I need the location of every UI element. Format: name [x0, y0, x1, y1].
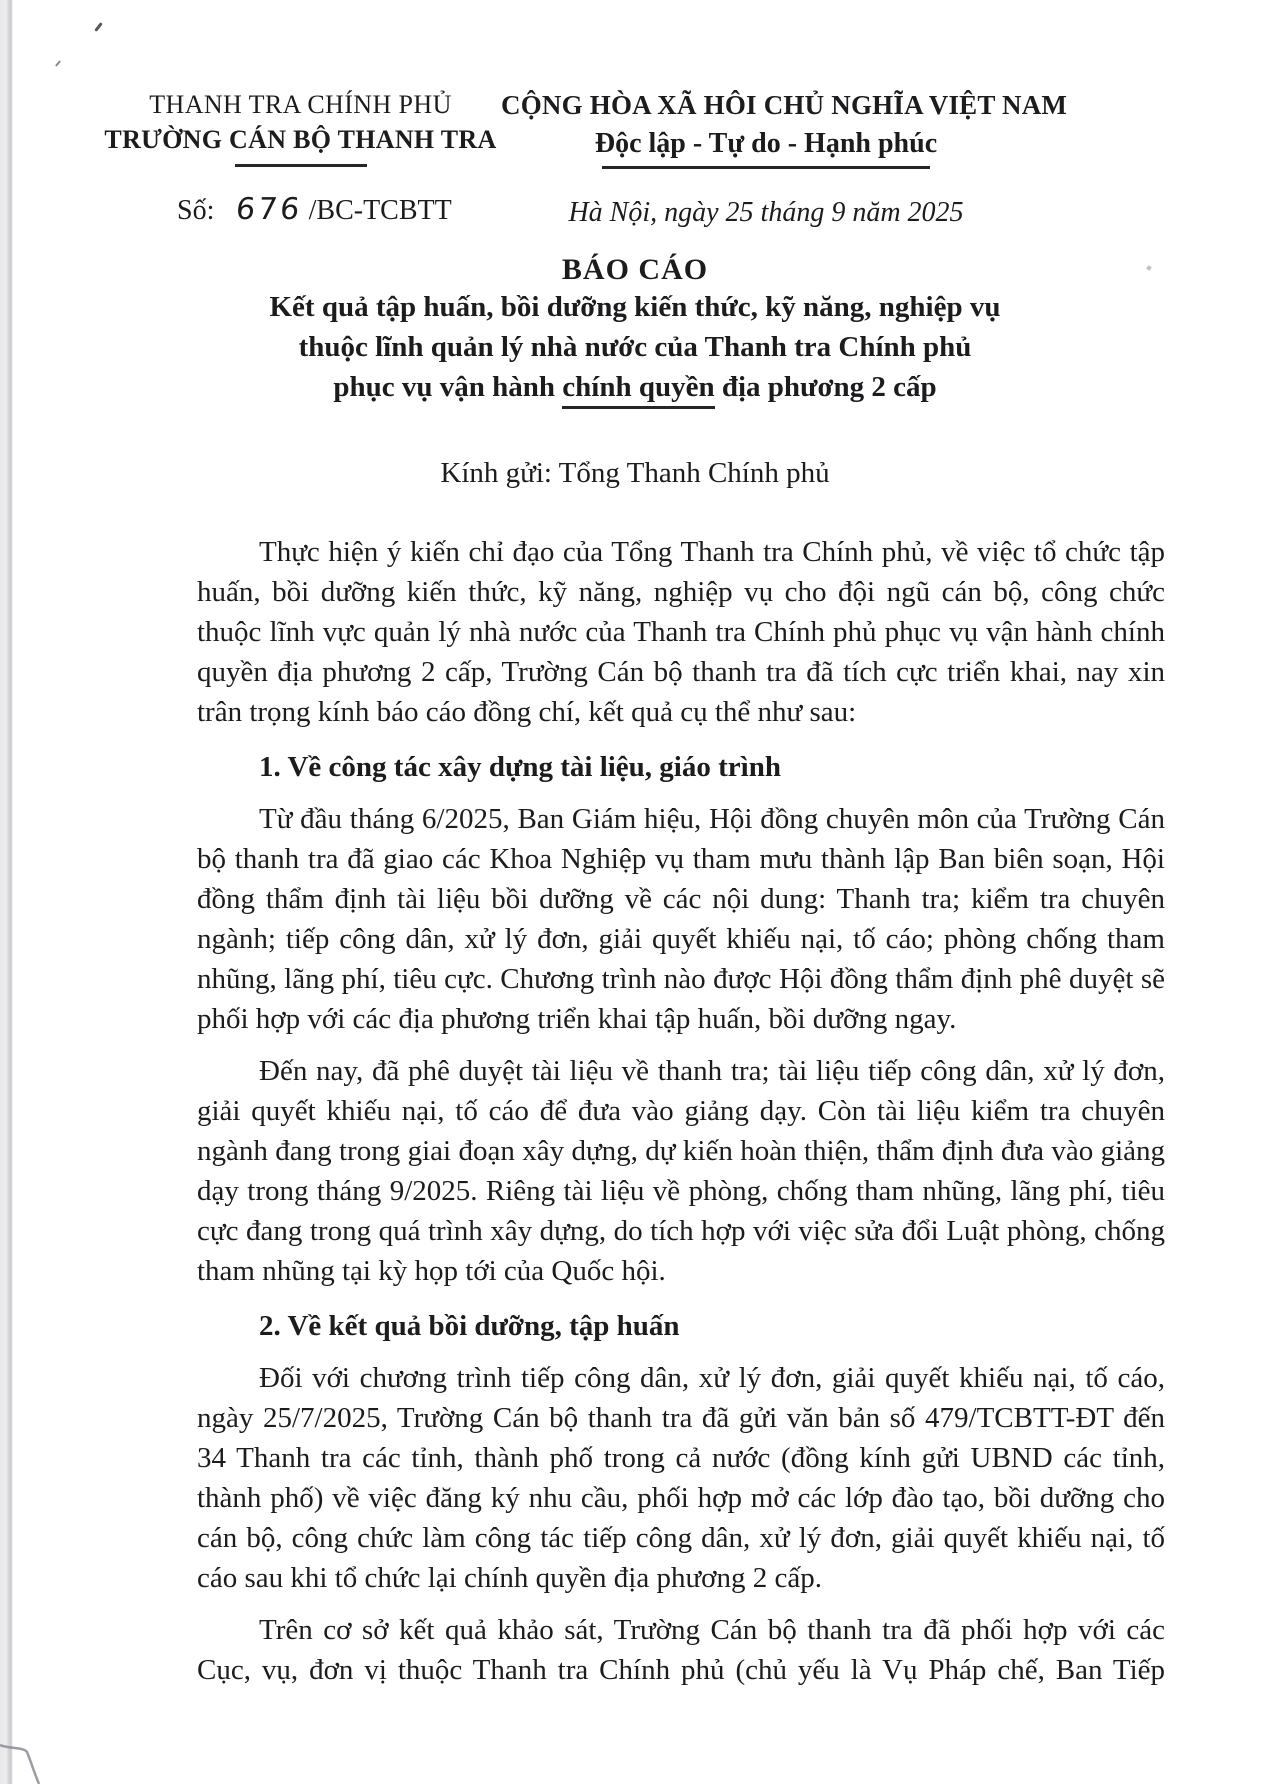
title-line-2: thuộc lĩnh quản lý nhà nước của Thanh tra Chính phủ: [298, 330, 972, 363]
document-type-title: BÁO CÁO: [561, 252, 709, 286]
issuing-agency-block: [103, 90, 498, 229]
paragraph-3: Đến nay, đã phê duyệt tài liệu về thanh tra; tài liệu tiếp công dân, xử lý đơn, giải quyết khiếu nại, tố cáo để đưa vào giảng dạy. Còn tài liệu kiểm tra chuyên ngành đang trong giai đoạn xây dựng, dự kiến hoàn thiện, thẩm định đưa vào giảng dạy trong tháng 9/2025. Riêng tài liệu về phòng, chống tham nhũng, lãng phí, tiêu cực đang trong quá trình xây dựng, do tích hợp với việc sửa đổi Luật phòng, chống tham nhũng tại kỳ họp tới của Quốc hội.: [197, 1054, 1165, 1287]
title-line-3-pre: phục vụ vận hành: [333, 370, 563, 403]
document-header: [0, 0, 1270, 229]
national-header-line: CỘNG HÒA XÃ HÔI CHỦ NGHĨA VIỆT NAM: [501, 90, 1068, 120]
motto-underline-rule: [602, 166, 930, 169]
place-date-line: Hà Nội, ngày 25 tháng 9 năm 2025: [568, 196, 964, 228]
paragraph-1: Thực hiện ý kiến chỉ đạo của Tổng Thanh tra Chính phủ, về việc tổ chức tập huấn, bồi dưỡng kiến thức, kỹ năng, nghiệp vụ cho đội ngũ cán bộ, công chức thuộc lĩnh vực quản lý nhà nước của Thanh tra Chính phủ phục vụ vận hành chính quyền địa phương 2 cấp, Trường Cán bộ thanh tra đã tích cực triển khai, nay xin trân trọng kính báo cáo đồng chí, kết quả cụ thể như sau:: [197, 535, 1165, 728]
national-motto-line: Độc lập - Tự do - Hạnh phúc: [594, 128, 938, 159]
document-title-block: [0, 253, 1270, 407]
section-heading-2: 2. Về kết quả bồi dưỡng, tập huấn: [259, 1309, 680, 1342]
agency-underline-rule: [235, 164, 367, 167]
parent-agency-name: THANH TRA CHÍNH PHỦ: [149, 90, 452, 119]
pen-corner-mark: [0, 1738, 52, 1784]
title-line-3: [0, 367, 1270, 407]
scan-page-edge: [0, 0, 14, 1784]
title-line-3-underlined: chính quyền: [562, 371, 714, 409]
title-line-1: Kết quả tập huấn, bồi dưỡng kiến thức, kỹ năng, nghiệp vụ: [269, 290, 1001, 323]
document-number-line: [103, 192, 498, 227]
document-body: [197, 532, 1165, 1690]
national-motto-block: [501, 90, 1068, 229]
title-line-3-post: địa phương 2 cấp: [714, 370, 937, 403]
paragraph-4: Đối với chương trình tiếp công dân, xử lý đơn, giải quyết khiếu nại, tố cáo, ngày 25/7/2025, Trường Cán bộ thanh tra đã gửi văn bản số 479/TCBTT-ĐT đến 34 Thanh tra các tỉnh, thành phố trong cả nước (đồng kính gửi UBND các tỉnh, thành phố) về việc đăng ký nhu cầu, phối hợp mở các lớp đào tạo, bồi dưỡng cho cán bộ, công chức làm công tác tiếp công dân, xử lý đơn, giải quyết khiếu nại, tố cáo sau khi tổ chức lại chính quyền địa phương 2 cấp.: [197, 1361, 1165, 1594]
salutation-line: Kính gửi: Tổng Thanh Chính phủ: [440, 456, 830, 489]
issuing-agency-name: TRƯỜNG CÁN BỘ THANH TRA: [104, 125, 497, 154]
section-heading-1: 1. Về công tác xây dựng tài liệu, giáo trình: [259, 750, 781, 783]
document-number-label: Số:: [177, 194, 215, 226]
paragraph-2: Từ đầu tháng 6/2025, Ban Giám hiệu, Hội đồng chuyên môn của Trường Cán bộ thanh tra đã giao các Khoa Nghiệp vụ tham mưu thành lập Ban biên soạn, Hội đồng thẩm định tài liệu bồi dưỡng về các nội dung: Thanh tra; kiểm tra chuyên ngành; tiếp công dân, xử lý đơn, giải quyết khiếu nại, tố cáo; phòng chống tham nhũng, lãng phí, tiêu cực. Chương trình nào được Hội đồng thẩm định phê duyệt sẽ phối hợp với các địa phương triển khai tập huấn, bồi dưỡng ngay.: [197, 802, 1165, 1035]
document-number-suffix: /BC-TCBTT: [308, 194, 452, 226]
paragraph-5-continues-next-page: Trên cơ sở kết quả khảo sát, Trường Cán bộ thanh tra đã phối hợp với các Cục, vụ, đơn vị thuộc Thanh tra Chính phủ (chủ yếu là Vụ Pháp chế, Ban Tiếp: [197, 1613, 1165, 1686]
handwritten-document-number: 676: [234, 191, 305, 227]
